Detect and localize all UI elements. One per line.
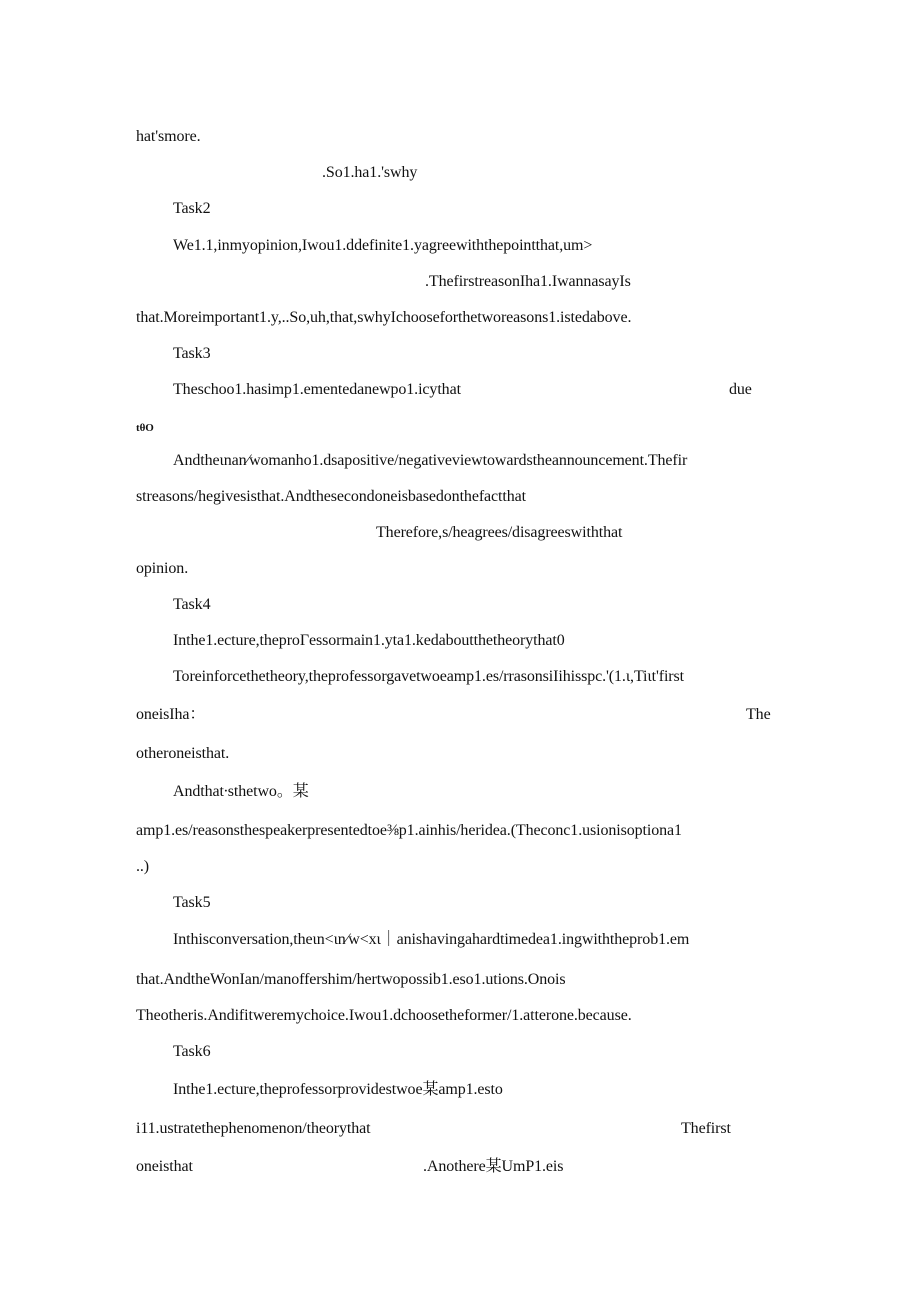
text-line: Toreinforcethetheory,theprofessorgavetwoeamp1.es/rrasonsiIihisspc.'(1.ι,Tiιt'first bbox=[173, 668, 685, 685]
text-line: .So1.ha1.'swhy bbox=[322, 164, 418, 181]
text-line: Inthe1.ecture,theproΓessormain1.yta1.kedaboutthetheorythat0 bbox=[173, 632, 565, 649]
text-line: Theschoo1.hasimp1.ementedanewpo1.icythat bbox=[173, 381, 461, 398]
text-line: due bbox=[729, 381, 752, 398]
text-line: Therefore,s/heagrees/disagreeswiththat bbox=[376, 524, 623, 541]
text-line: that.AndtheWonIan/manoffershim/hertwopossib1.eso1.utions.Onois bbox=[136, 971, 566, 988]
text-line: oneisIha： bbox=[136, 706, 206, 723]
task-heading: Task4 bbox=[173, 596, 211, 613]
task-heading: Task3 bbox=[173, 345, 211, 362]
text-line: Andthat∙sthetwo。某 bbox=[173, 783, 309, 800]
text-line: Inthisconversation,theιn<ιn∕w<xι｜anishavingahardtimedea1.ingwiththeprob1.em bbox=[173, 931, 690, 948]
task-heading: Task2 bbox=[173, 200, 211, 217]
text-line: ..) bbox=[136, 858, 150, 875]
text-line: tθO bbox=[136, 422, 154, 434]
task-heading: Task6 bbox=[173, 1043, 211, 1060]
text-line: Thefirst bbox=[681, 1120, 731, 1137]
task-heading: Task5 bbox=[173, 894, 211, 911]
text-line: hat'smore. bbox=[136, 128, 201, 145]
text-line: oneisthat bbox=[136, 1158, 193, 1175]
text-line: .ThefirstreasonIha1.IwannasayIs bbox=[425, 273, 631, 290]
text-line: Andtheιnan∕womanho1.dsapositive/negativeviewtowardstheannouncement.Thefir bbox=[173, 452, 688, 469]
text-line: streasons/hegivesisthat.Andthesecondoneisbasedonthefactthat bbox=[136, 488, 526, 505]
text-line: The bbox=[746, 706, 771, 723]
text-line: .Anothere某UmP1.eis bbox=[423, 1158, 564, 1175]
text-line: Theotheris.Andifitweremychoice.Iwou1.dchoosetheformer/1.atterone.because. bbox=[136, 1007, 632, 1024]
text-line: otheroneisthat. bbox=[136, 745, 230, 762]
text-line: opinion. bbox=[136, 560, 189, 577]
text-line: amp1.es/reasonsthespeakerpresentedtoe⅜p1.ainhis/heridea.(Theconc1.usionisoptiona1 bbox=[136, 822, 682, 839]
text-line: that.Moreimportant1.y,..So,uh,that,swhyIchooseforthetworeasons1.istedabove. bbox=[136, 309, 632, 326]
text-line: i11.ustratethephenomenon/theorythat bbox=[136, 1120, 371, 1137]
text-line: We1.1,inmyopinion,Iwou1.ddefinite1.yagreewiththepointthat,um> bbox=[173, 237, 593, 254]
text-line: Inthe1.ecture,theprofessorprovidestwoe某amp1.esto bbox=[173, 1081, 503, 1098]
